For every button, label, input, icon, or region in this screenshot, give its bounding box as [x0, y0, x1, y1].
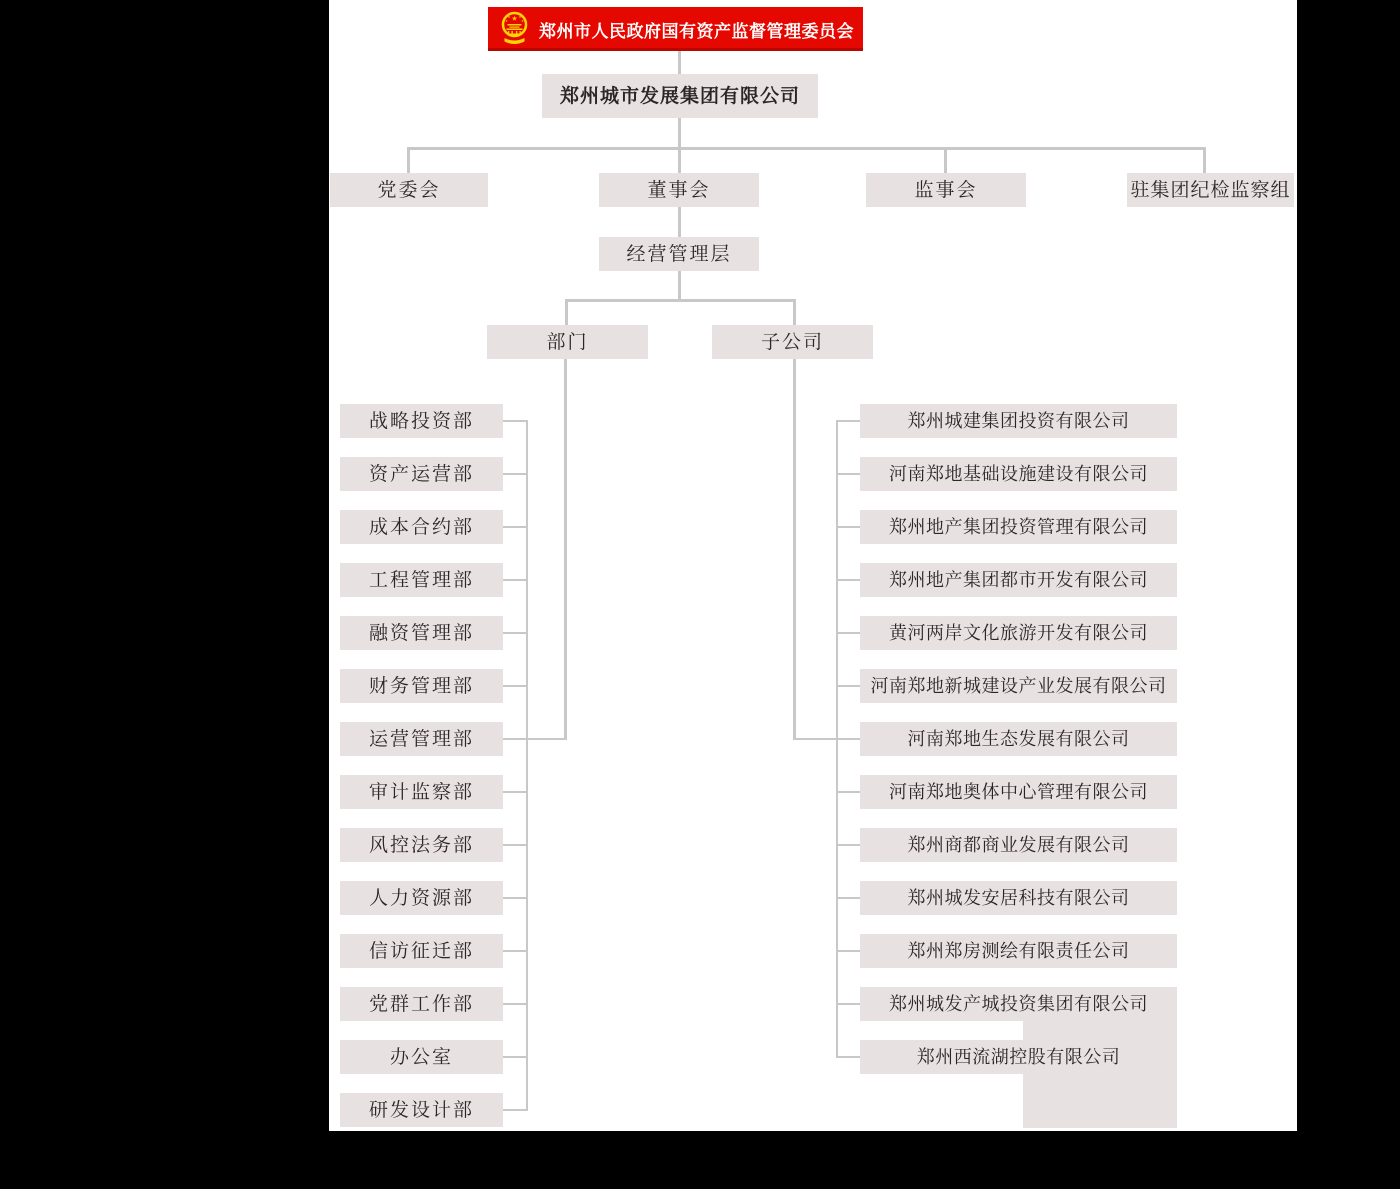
- department-box: 融资管理部: [340, 616, 503, 650]
- dept-connector-stub: [503, 632, 528, 634]
- dept-connector-stub: [503, 738, 528, 740]
- connector-company-rail: [678, 118, 681, 147]
- department-box: 工程管理部: [340, 563, 503, 597]
- department-box: 审计监察部: [340, 775, 503, 809]
- department-box: 战略投资部: [340, 404, 503, 438]
- connector-banner-company: [678, 51, 681, 74]
- connector-departments-spine: [526, 420, 528, 1111]
- subsidiary-connector-stub: [836, 632, 860, 634]
- subsidiary-box: 河南郑地奥体中心管理有限公司: [860, 775, 1177, 809]
- subsidiaries-header-box: 子公司: [712, 325, 873, 359]
- sasac-banner: [488, 7, 863, 51]
- board-of-directors-box: 董事会: [599, 173, 759, 207]
- connector-drop-discipline: [1203, 150, 1206, 173]
- subsidiary-box: 河南郑地基础设施建设有限公司: [860, 457, 1177, 491]
- subsidiary-connector-stub: [836, 526, 860, 528]
- connector-drop-departments: [565, 302, 568, 325]
- dept-connector-stub: [503, 473, 528, 475]
- dept-connector-stub: [503, 579, 528, 581]
- banner-title: 郑州市人民政府国有资产监督管理委员会: [539, 21, 854, 41]
- subsidiary-box: 郑州城发安居科技有限公司: [860, 881, 1177, 915]
- subsidiary-connector-stub: [836, 738, 860, 740]
- department-box: 运营管理部: [340, 722, 503, 756]
- subsidiary-box: 郑州地产集团都市开发有限公司: [860, 563, 1177, 597]
- subsidiary-box: 郑州地产集团投资管理有限公司: [860, 510, 1177, 544]
- dept-connector-stub: [503, 685, 528, 687]
- subsidiary-box: 河南郑地新城建设产业发展有限公司: [860, 669, 1177, 703]
- department-box: 财务管理部: [340, 669, 503, 703]
- subsidiary-box: 黄河两岸文化旅游开发有限公司: [860, 616, 1177, 650]
- org-chart-canvas: [329, 0, 1297, 1131]
- subsidiary-box: 郑州城建集团投资有限公司: [860, 404, 1177, 438]
- national-emblem-icon: [501, 11, 528, 48]
- dept-connector-stub: [503, 1056, 528, 1058]
- dept-connector-stub: [503, 791, 528, 793]
- subsidiary-box: 郑州商都商业发展有限公司: [860, 828, 1177, 862]
- department-box: 成本合约部: [340, 510, 503, 544]
- connector-drop-supervisors: [944, 150, 947, 173]
- subsidiary-connector-stub: [836, 791, 860, 793]
- dept-connector-stub: [503, 950, 528, 952]
- connector-drop-board: [678, 150, 681, 173]
- dept-connector-stub: [503, 897, 528, 899]
- board-of-supervisors-box: 监事会: [866, 173, 1026, 207]
- dept-connector-stub: [503, 844, 528, 846]
- dept-connector-stub: [503, 1109, 528, 1111]
- connector-subsidiaries-trunk: [793, 359, 796, 740]
- discipline-inspection-box: 驻集团纪检监察组: [1127, 173, 1294, 207]
- connector-management-rail: [678, 271, 681, 299]
- subsidiary-connector-stub: [836, 473, 860, 475]
- department-box: 办公室: [340, 1040, 503, 1074]
- department-box: 资产运营部: [340, 457, 503, 491]
- department-box: 人力资源部: [340, 881, 503, 915]
- department-box: 风控法务部: [340, 828, 503, 862]
- connector-board-management: [678, 207, 681, 237]
- background-artifact-rect: [1023, 1020, 1177, 1128]
- dept-connector-stub: [503, 1003, 528, 1005]
- department-box: 研发设计部: [340, 1093, 503, 1127]
- subsidiary-box: 河南郑地生态发展有限公司: [860, 722, 1177, 756]
- subsidiary-box: 郑州西流湖控股有限公司: [860, 1040, 1177, 1074]
- subsidiary-connector-stub: [836, 1056, 860, 1058]
- department-box: 信访征迁部: [340, 934, 503, 968]
- management-layer-box: 经营管理层: [599, 237, 759, 271]
- departments-header-box: 部门: [487, 325, 648, 359]
- subsidiary-connector-stub: [836, 420, 860, 422]
- connector-departments-trunk: [564, 359, 567, 740]
- connector-subsidiaries-jog: [793, 738, 838, 740]
- subsidiary-connector-stub: [836, 950, 860, 952]
- subsidiary-box: 郑州郑房测绘有限责任公司: [860, 934, 1177, 968]
- connector-drop-subsidiaries: [793, 302, 796, 325]
- group-company-box: 郑州城市发展集团有限公司: [542, 74, 818, 118]
- subsidiary-connector-stub: [836, 844, 860, 846]
- connector-governance-rail: [407, 147, 1206, 150]
- department-box: 党群工作部: [340, 987, 503, 1021]
- subsidiary-connector-stub: [836, 685, 860, 687]
- connector-departments-jog: [526, 738, 567, 740]
- connector-branch-rail: [565, 299, 796, 302]
- subsidiary-connector-stub: [836, 1003, 860, 1005]
- dept-connector-stub: [503, 526, 528, 528]
- party-committee-box: 党委会: [330, 173, 488, 207]
- dept-connector-stub: [503, 420, 528, 422]
- connector-drop-party: [407, 150, 410, 173]
- subsidiary-box: 郑州城发产城投资集团有限公司: [860, 987, 1177, 1021]
- subsidiary-connector-stub: [836, 579, 860, 581]
- subsidiary-connector-stub: [836, 897, 860, 899]
